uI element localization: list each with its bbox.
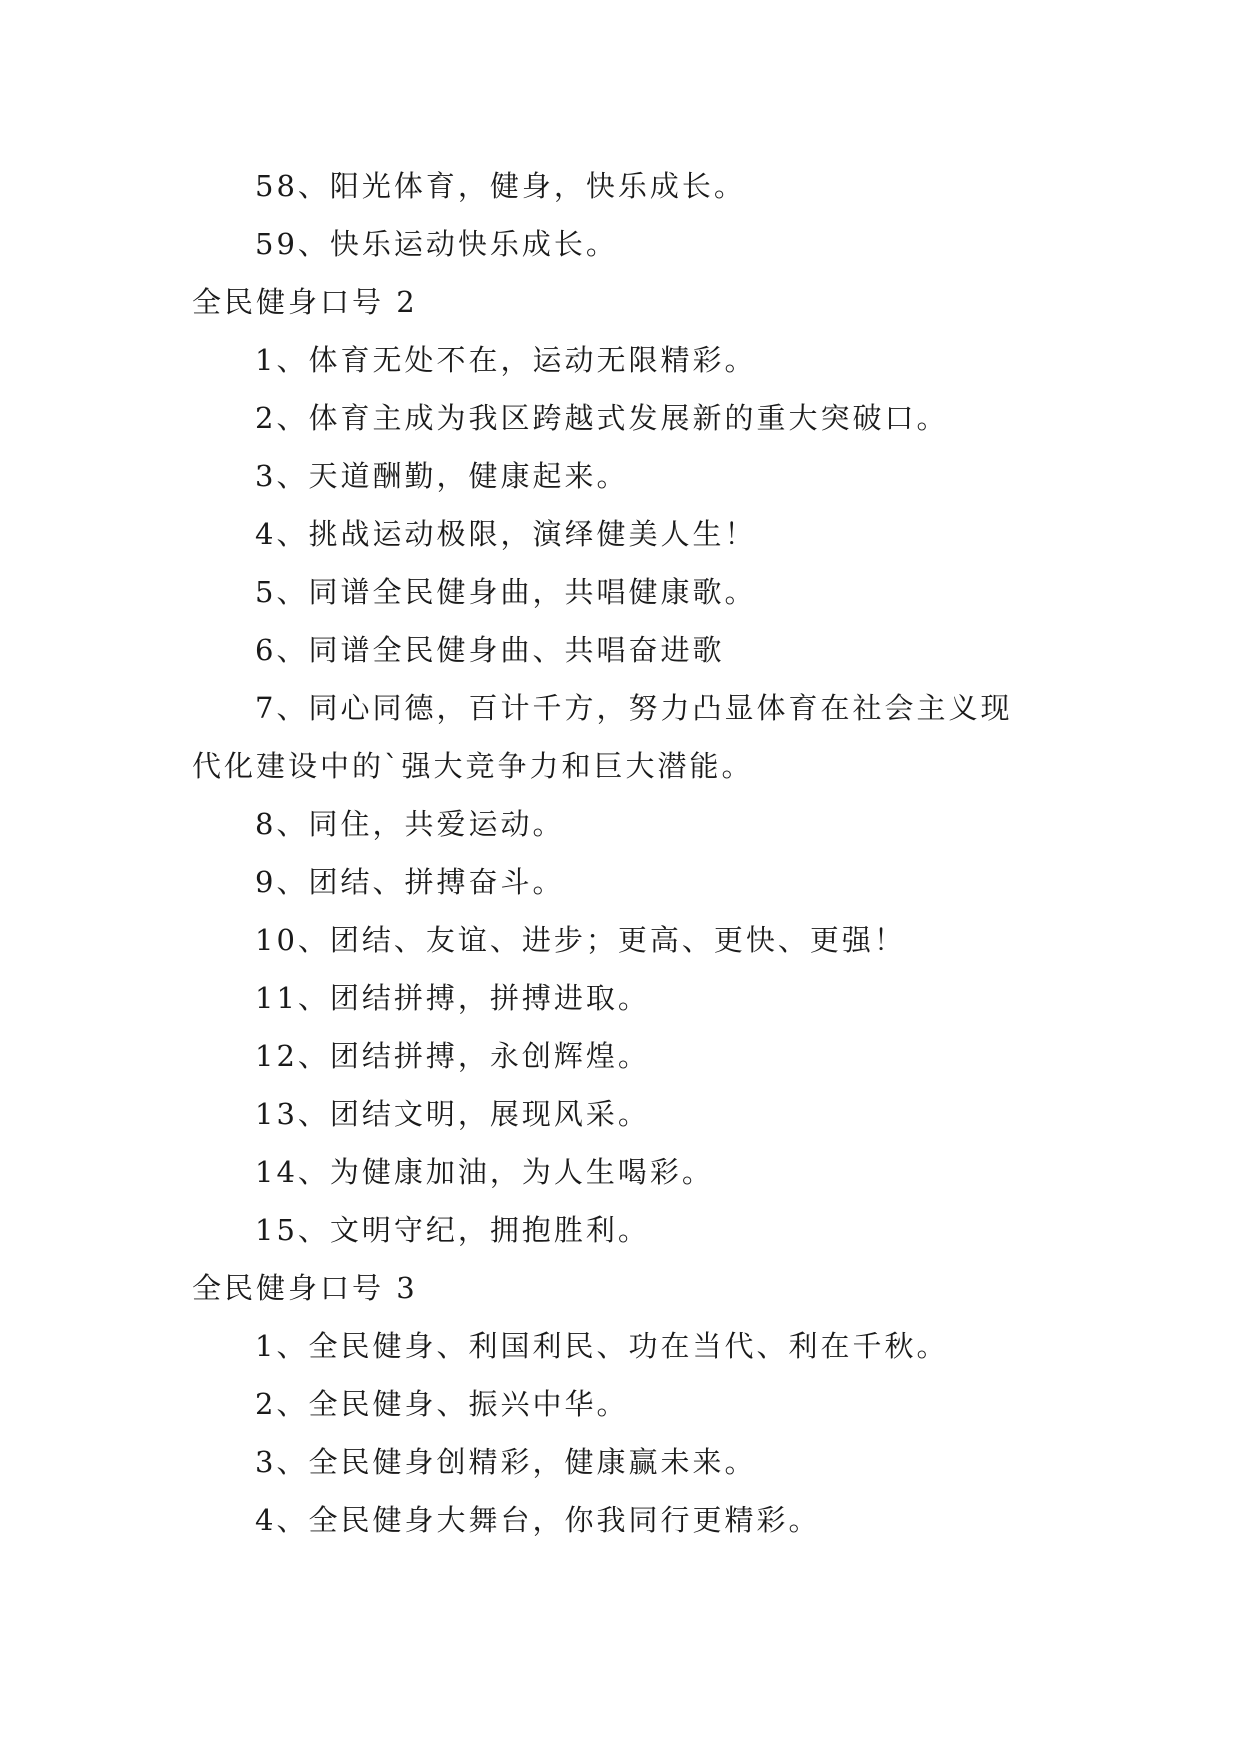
slogan-2-9: 9、团结、拼搏奋斗。 [255,865,565,899]
slogan-2-7: 7、同心同德，百计千方，努力凸显体育在社会主义现 [255,691,1013,725]
slogan-2-1: 1、体育无处不在，运动无限精彩。 [255,343,757,377]
slogan-3-1: 1、全民健身、利国利民、功在当代、利在千秋。 [255,1329,949,1363]
slogan-2-4: 4、挑战运动极限，演绎健美人生！ [255,517,757,551]
section-heading-2: 全民健身口号 2 [192,285,418,319]
slogan-2-12: 12、团结拼搏，永创辉煌。 [255,1039,650,1073]
slogan-2-11: 11、团结拼搏，拼搏进取。 [255,981,650,1015]
slogan-3-3: 3、全民健身创精彩，健康赢未来。 [255,1445,757,1479]
slogan-2-14: 14、为健康加油，为人生喝彩。 [255,1155,714,1189]
slogan-59: 59、快乐运动快乐成长。 [255,227,618,261]
slogan-3-2: 2、全民健身、振兴中华。 [255,1387,629,1421]
slogan-2-15: 15、文明守纪，拥抱胜利。 [255,1213,650,1247]
slogan-2-13: 13、团结文明，展现风采。 [255,1097,650,1131]
slogan-2-2: 2、体育主成为我区跨越式发展新的重大突破口。 [255,401,949,435]
slogan-2-8: 8、同住，共爱运动。 [255,807,565,841]
slogan-2-6: 6、同谱全民健身曲、共唱奋进歌 [255,633,725,667]
slogan-58: 58、阳光体育，健身，快乐成长。 [255,169,746,203]
section-heading-3: 全民健身口号 3 [192,1271,418,1305]
slogan-3-4: 4、全民健身大舞台，你我同行更精彩。 [255,1503,821,1537]
slogan-2-10: 10、团结、友谊、进步；更高、更快、更强！ [255,923,906,957]
slogan-2-5: 5、同谱全民健身曲，共唱健康歌。 [255,575,757,609]
slogan-2-3: 3、天道酬勤，健康起来。 [255,459,629,493]
slogan-2-7-continued: 代化建设中的`强大竞争力和巨大潜能。 [192,749,754,783]
